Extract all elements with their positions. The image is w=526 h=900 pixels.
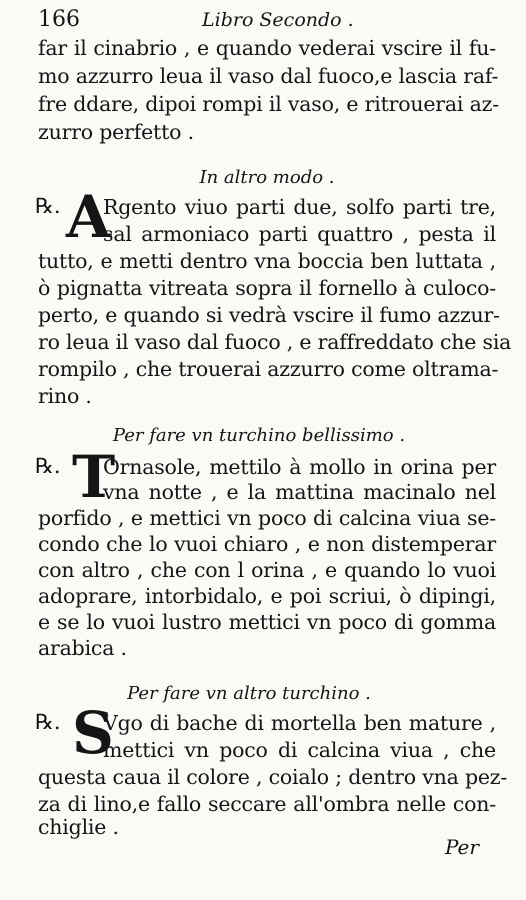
text-line: sal armoniaco parti quattro , pesta il — [103, 222, 496, 246]
drop-cap-initial: A — [66, 183, 112, 251]
text-line: e se lo vuoi lustro mettici vn poco di gomma — [38, 610, 496, 634]
text-line: ro leua il vaso dal fuoco , e raffreddato che sia — [38, 330, 512, 354]
text-line: perto, e quando si vedrà vscire il fumo azzur- — [38, 303, 500, 327]
page-header — [38, 7, 493, 31]
text-line: rino . — [38, 384, 92, 408]
text-line: Rgento viuo parti due, solfo parti tre, — [103, 195, 496, 219]
text-line: adoprare, intorbidalo, e poi scriui, ò dipingi, — [38, 584, 496, 608]
recipe-mark: ℞. — [35, 454, 61, 478]
section-heading: Per fare vn turchino bellissimo . — [112, 425, 406, 446]
text-line: condo che lo vuoi chiaro , e non distemperar — [38, 532, 496, 556]
text-line: za di lino,e fallo seccare all'ombra nelle con- — [38, 792, 496, 816]
text-line: con altro , che con l orina , e quando lo vuoi — [38, 558, 496, 582]
recipe-mark: ℞. — [35, 194, 61, 218]
page-number: 166 — [38, 7, 80, 32]
text-line: zurro perfetto . — [38, 120, 194, 144]
catchword: Per — [445, 835, 479, 859]
text-line: rompilo , che trouerai azzurro come oltrama- — [38, 357, 499, 381]
text-line: ò pignatta vitreata sopra il fornello à culoco- — [38, 276, 496, 300]
text-line: Ornasole, mettilo à mollo in orina per — [103, 455, 496, 479]
drop-cap-initial: T — [72, 443, 116, 511]
running-head: Libro Secondo . — [202, 9, 354, 31]
text-line: questa caua il colore , coialo ; dentro vna pez- — [38, 765, 508, 789]
recipe-mark: ℞. — [35, 710, 61, 734]
drop-cap-initial: S — [72, 699, 114, 767]
text-line: mo azzurro leua il vaso dal fuoco,e lascia raf- — [38, 64, 499, 88]
section-heading: In altro modo . — [199, 167, 335, 188]
text-line: tutto, e metti dentro vna boccia ben luttata , — [38, 249, 496, 273]
text-line: fre ddare, dipoi rompi il vaso, e ritrouerai az- — [38, 92, 499, 116]
section-heading: Per fare vn altro turchino . — [127, 683, 371, 704]
text-line: far il cinabrio , e quando vederai vscire il fu- — [38, 36, 496, 60]
text-line: arabica . — [38, 636, 127, 660]
text-line: chiglie . — [38, 815, 119, 839]
text-line: porfido , e mettici vn poco di calcina viua se- — [38, 506, 496, 530]
text-line: Vgo di bache di mortella ben mature , — [103, 711, 496, 735]
text-line: mettici vn poco di calcina viua , che — [103, 738, 496, 762]
text-line: vna notte , e la mattina macinalo nel — [103, 480, 496, 504]
